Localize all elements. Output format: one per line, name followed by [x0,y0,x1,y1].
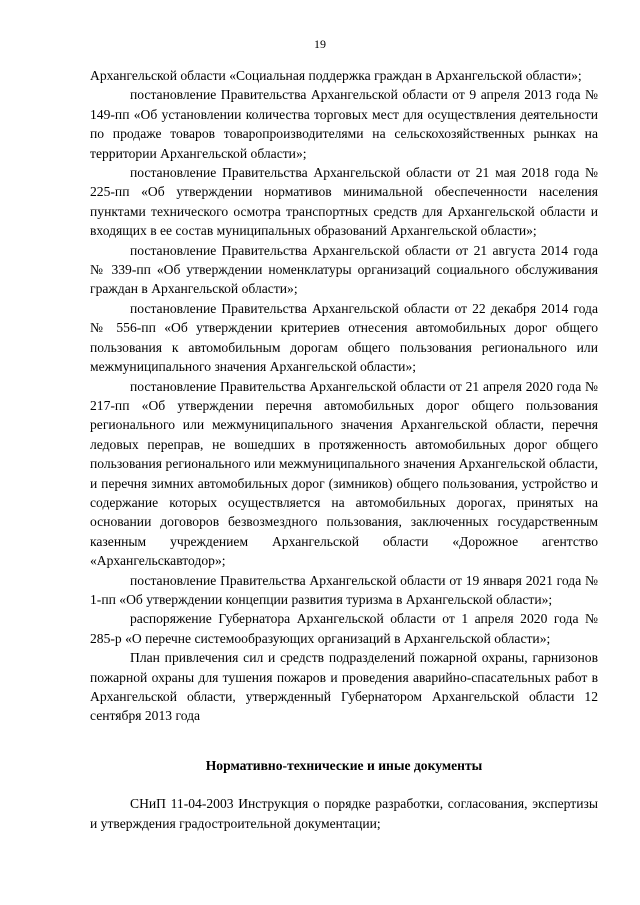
paragraph-decree-556: постановление Правительства Архангельской области от 22 декабря 2014 года № 556-пп «Об утверждении критериев отнесения автомобильных дорог общего пользования к автомобильным дорогам общего пользования регионального или межмуниципального значения Архангельской области»; [90,300,598,375]
paragraph-fire-plan: План привлечения сил и средств подразделений пожарной охраны, гарнизонов пожарной охраны для тушения пожаров и проведения аварийно-спасательных работ в Архангельской области, утвержденный Губернатором Архангельской области 12 сентября 2013 года [90,650,598,724]
paragraph-order-285: распоряжение Губернатора Архангельской области от 1 апреля 2020 года № 285-р «О перечне системообразующих организаций в Архангельской области»; [90,611,598,646]
page-number: 19 [314,37,326,51]
paragraph-decree-339: постановление Правительства Архангельской области от 21 августа 2014 года № 339-пп «Об утверждении номенклатуры организаций социального обслуживания граждан в Архангельской области»; [90,242,598,297]
paragraph-snip: СНиП 11-04-2003 Инструкция о порядке разработки, согласования, экспертизы и утверждения градостроительной документации; [90,796,598,831]
paragraph-decree-1: постановление Правительства Архангельской области от 19 января 2021 года № 1-пп «Об утверждении концепции развития туризма в Архангельской области»; [90,572,598,607]
document-body [90,66,598,833]
paragraph-decree-149: постановление Правительства Архангельской области от 9 апреля 2013 года № 149-пп «Об установлении количества торговых мест для осуществления деятельности по продаже товаров товаропроизводителями на сельскохозяйственных рынках на территории Архангельской области»; [90,87,598,161]
section-heading: Нормативно-технические и иные документы [205,757,483,773]
paragraph-decree-217: постановление Правительства Архангельской области от 21 апреля 2020 года № 217-пп «Об утверждении перечня автомобильных дорог общего пользования регионального или межмуниципального значения Архангельской области, перечня ледовых переправ, не вошедших в протяженность автомобильных дорог общего пользования регионального или межмуниципального значения Архангельской области, и перечня зимних автомобильных дорог (зимников) общего пользования, устройство и содержание которых осуществляется на автомобильных дорогах, принятых на основании договоров безвозмездного пользования, заключенных государственным казенным учреждением Архангельской области «Дорожное агентство «Архангельскавтодор»; [90,378,598,569]
paragraph-decree-225: постановление Правительства Архангельской области от 21 мая 2018 года № 225-пп «Об утверждении нормативов минимальной обеспеченности населения пунктами технического осмотра транспортных средств для Архангельской области и входящих в ее состав муниципальных образований Архангельской области»; [90,165,598,239]
paragraph-continuation: Архангельской области «Социальная поддержка граждан в Архангельской области»; [90,68,582,83]
